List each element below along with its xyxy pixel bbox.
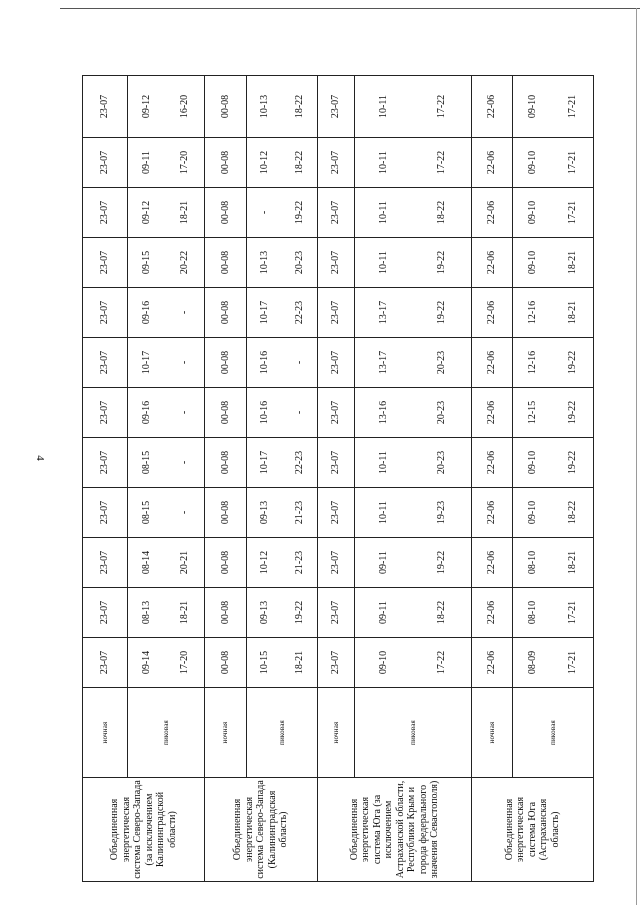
period-label-cell: ночная bbox=[472, 688, 513, 778]
hours-value: 10-17 bbox=[258, 450, 270, 475]
hours-value: 18-21 bbox=[567, 550, 579, 575]
hours-cell bbox=[355, 138, 472, 188]
hours-cell: 23-07 bbox=[83, 288, 128, 338]
hours-value: 13-17 bbox=[378, 350, 390, 375]
hours-value: 09-13 bbox=[258, 600, 270, 625]
right-edge-line bbox=[636, 8, 637, 905]
hours-value: 10-13 bbox=[258, 94, 270, 119]
hours-cell: 00-08 bbox=[205, 288, 247, 338]
hours-cell bbox=[247, 188, 318, 238]
hours-value: 19-22 bbox=[436, 300, 448, 325]
hours-value: 20-21 bbox=[179, 550, 191, 575]
hours-value: 17-21 bbox=[567, 650, 579, 675]
hours-value: 19-22 bbox=[567, 450, 579, 475]
hours-value: 10-11 bbox=[378, 151, 390, 174]
hours-value: 17-21 bbox=[567, 150, 579, 175]
hours-cell bbox=[128, 188, 205, 238]
hours-value: - bbox=[258, 210, 270, 215]
hours-value: 10-16 bbox=[258, 350, 270, 375]
hours-cell: 23-07 bbox=[318, 538, 355, 588]
hours-cell: 00-08 bbox=[205, 538, 247, 588]
hours-cell: 23-07 bbox=[83, 76, 128, 138]
hours-cell: 22-06 bbox=[472, 538, 513, 588]
table-row bbox=[247, 76, 318, 882]
hours-cell: 22-06 bbox=[472, 338, 513, 388]
hours-cell bbox=[355, 588, 472, 638]
hours-cell bbox=[128, 638, 205, 688]
hours-cell bbox=[355, 488, 472, 538]
hours-value: 20-22 bbox=[179, 250, 191, 275]
hours-cell bbox=[355, 288, 472, 338]
system-name-cell: Объединенная энергетическая система Северо-Запада (за исключением Калининградской области) bbox=[83, 778, 205, 882]
table-row bbox=[128, 76, 205, 882]
system-name-cell: Объединенная энергетическая система Северо-Запада (Калининградская область) bbox=[205, 778, 318, 882]
hours-cell: 00-08 bbox=[205, 588, 247, 638]
hours-value: 17-21 bbox=[567, 200, 579, 225]
hours-value: 08-10 bbox=[527, 600, 539, 625]
hours-value: 10-11 bbox=[378, 251, 390, 274]
schedule-sheet bbox=[82, 76, 579, 882]
period-label-cell: пиковая bbox=[355, 688, 472, 778]
hours-cell: 22-06 bbox=[472, 438, 513, 488]
hours-value: 21-23 bbox=[293, 550, 305, 575]
hours-value: 10-13 bbox=[258, 250, 270, 275]
hours-cell: 22-06 bbox=[472, 238, 513, 288]
hours-cell bbox=[355, 638, 472, 688]
hours-cell: 23-07 bbox=[318, 288, 355, 338]
hours-cell: 23-07 bbox=[318, 238, 355, 288]
hours-value: 17-22 bbox=[436, 650, 448, 675]
hours-value: 09-16 bbox=[141, 400, 153, 425]
hours-value: 18-21 bbox=[567, 300, 579, 325]
hours-value: 09-15 bbox=[141, 250, 153, 275]
hours-value: 09-10 bbox=[378, 650, 390, 675]
hours-cell bbox=[128, 138, 205, 188]
hours-cell: 00-08 bbox=[205, 638, 247, 688]
hours-value: - bbox=[179, 310, 191, 315]
hours-cell bbox=[247, 638, 318, 688]
hours-value: 10-16 bbox=[258, 400, 270, 425]
table-row bbox=[513, 76, 594, 882]
hours-cell: 23-07 bbox=[318, 188, 355, 238]
hours-value: 18-21 bbox=[179, 600, 191, 625]
hours-cell: 00-08 bbox=[205, 388, 247, 438]
hours-cell bbox=[513, 238, 594, 288]
hours-cell bbox=[247, 388, 318, 438]
hours-cell bbox=[355, 188, 472, 238]
hours-value: 12-16 bbox=[527, 350, 539, 375]
schedule-body bbox=[83, 76, 594, 882]
hours-value: 18-22 bbox=[436, 600, 448, 625]
hours-value: 19-22 bbox=[293, 600, 305, 625]
hours-value: 20-23 bbox=[436, 400, 448, 425]
hours-value: 08-09 bbox=[527, 650, 539, 675]
hours-cell: 22-06 bbox=[472, 138, 513, 188]
hours-value: 08-15 bbox=[141, 500, 153, 525]
hours-cell: 23-07 bbox=[318, 438, 355, 488]
hours-value: 09-10 bbox=[527, 94, 539, 119]
hours-cell bbox=[247, 438, 318, 488]
hours-value: - bbox=[179, 360, 191, 365]
hours-value: 20-23 bbox=[436, 350, 448, 375]
hours-cell bbox=[513, 76, 594, 138]
hours-value: 22-23 bbox=[293, 450, 305, 475]
hours-value: 21-23 bbox=[293, 500, 305, 525]
hours-cell bbox=[128, 538, 205, 588]
hours-cell: 23-07 bbox=[83, 338, 128, 388]
hours-cell bbox=[355, 388, 472, 438]
hours-cell bbox=[355, 538, 472, 588]
hours-value: 20-23 bbox=[436, 450, 448, 475]
hours-cell bbox=[128, 488, 205, 538]
hours-value: 17-22 bbox=[436, 150, 448, 175]
rotated-table-area bbox=[82, 76, 579, 882]
hours-value: 10-11 bbox=[378, 451, 390, 474]
hours-cell: 23-07 bbox=[318, 488, 355, 538]
hours-cell: 23-07 bbox=[318, 76, 355, 138]
hours-cell bbox=[247, 538, 318, 588]
hours-cell bbox=[355, 238, 472, 288]
hours-cell bbox=[247, 338, 318, 388]
hours-cell bbox=[247, 138, 318, 188]
hours-cell: 00-08 bbox=[205, 438, 247, 488]
hours-cell bbox=[513, 538, 594, 588]
hours-cell: 23-07 bbox=[83, 238, 128, 288]
hours-cell bbox=[128, 238, 205, 288]
system-name-cell: Объединенная энергетическая система Юга (за исключением Астраханской области, Республики Крым и города федерального значения Севастополя) bbox=[318, 778, 472, 882]
hours-value: 13-17 bbox=[378, 300, 390, 325]
hours-value: 18-21 bbox=[567, 250, 579, 275]
hours-value: 09-12 bbox=[141, 94, 153, 119]
top-rule bbox=[60, 8, 640, 9]
hours-cell: 23-07 bbox=[318, 388, 355, 438]
hours-value: 19-23 bbox=[436, 500, 448, 525]
hours-value: 09-11 bbox=[378, 551, 390, 574]
hours-cell bbox=[355, 76, 472, 138]
hours-value: 10-15 bbox=[258, 650, 270, 675]
hours-value: 19-22 bbox=[293, 200, 305, 225]
hours-cell: 23-07 bbox=[318, 638, 355, 688]
hours-value: 09-10 bbox=[527, 500, 539, 525]
hours-value: 22-23 bbox=[293, 300, 305, 325]
hours-cell bbox=[355, 438, 472, 488]
hours-value: 19-22 bbox=[436, 250, 448, 275]
hours-value: 08-10 bbox=[527, 550, 539, 575]
hours-cell: 00-08 bbox=[205, 238, 247, 288]
hours-value: 08-13 bbox=[141, 600, 153, 625]
hours-value: 09-10 bbox=[527, 150, 539, 175]
table-row bbox=[205, 76, 247, 882]
hours-value: - bbox=[179, 460, 191, 465]
hours-value: 17-21 bbox=[567, 94, 579, 119]
hours-value: 18-22 bbox=[293, 94, 305, 119]
hours-value: - bbox=[293, 410, 305, 415]
table-row bbox=[318, 76, 355, 882]
hours-value: - bbox=[179, 410, 191, 415]
hours-value: 10-11 bbox=[378, 201, 390, 224]
hours-cell: 22-06 bbox=[472, 288, 513, 338]
hours-value: 09-14 bbox=[141, 650, 153, 675]
hours-cell: 00-08 bbox=[205, 338, 247, 388]
hours-cell bbox=[128, 588, 205, 638]
hours-value: 08-15 bbox=[141, 450, 153, 475]
hours-cell bbox=[513, 438, 594, 488]
hours-value: 09-11 bbox=[141, 151, 153, 174]
hours-value: 09-16 bbox=[141, 300, 153, 325]
hours-value: 17-20 bbox=[179, 150, 191, 175]
period-label-cell: пиковая bbox=[513, 688, 594, 778]
hours-cell bbox=[513, 588, 594, 638]
hours-cell: 23-07 bbox=[318, 138, 355, 188]
hours-cell: 23-07 bbox=[318, 588, 355, 638]
hours-value: - bbox=[293, 360, 305, 365]
hours-value: 16-20 bbox=[179, 94, 191, 119]
hours-cell: 00-08 bbox=[205, 76, 247, 138]
hours-value: 17-20 bbox=[179, 650, 191, 675]
hours-value: 08-14 bbox=[141, 550, 153, 575]
period-label-cell: ночная bbox=[318, 688, 355, 778]
hours-value: 18-21 bbox=[293, 650, 305, 675]
hours-cell: 22-06 bbox=[472, 188, 513, 238]
period-label-cell: ночная bbox=[205, 688, 247, 778]
hours-value: 19-22 bbox=[567, 350, 579, 375]
hours-value: 10-17 bbox=[141, 350, 153, 375]
hours-cell: 22-06 bbox=[472, 388, 513, 438]
system-name-cell: Объединенная энергетическая система Юга (Астраханская область) bbox=[472, 778, 594, 882]
table-row bbox=[83, 76, 128, 882]
hours-value: 17-21 bbox=[567, 600, 579, 625]
hours-cell bbox=[513, 388, 594, 438]
hours-value: 10-17 bbox=[258, 300, 270, 325]
hours-cell bbox=[128, 438, 205, 488]
hours-cell: 23-07 bbox=[318, 338, 355, 388]
hours-value: 18-22 bbox=[293, 150, 305, 175]
hours-value: 19-22 bbox=[436, 550, 448, 575]
hours-value: 20-23 bbox=[293, 250, 305, 275]
hours-cell bbox=[128, 288, 205, 338]
period-label-cell: пиковая bbox=[128, 688, 205, 778]
hours-cell: 23-07 bbox=[83, 488, 128, 538]
hours-cell: 22-06 bbox=[472, 638, 513, 688]
hours-value: 09-13 bbox=[258, 500, 270, 525]
hours-cell bbox=[247, 76, 318, 138]
hours-value: 10-12 bbox=[258, 150, 270, 175]
hours-cell bbox=[247, 238, 318, 288]
hours-value: 09-10 bbox=[527, 250, 539, 275]
hours-cell: 22-06 bbox=[472, 488, 513, 538]
hours-value: 19-22 bbox=[567, 400, 579, 425]
hours-cell bbox=[247, 588, 318, 638]
hours-cell bbox=[513, 138, 594, 188]
hours-cell bbox=[355, 338, 472, 388]
hours-value: 09-10 bbox=[527, 200, 539, 225]
hours-cell: 23-07 bbox=[83, 138, 128, 188]
hours-value: 18-22 bbox=[567, 500, 579, 525]
hours-value: 10-12 bbox=[258, 550, 270, 575]
hours-cell: 23-07 bbox=[83, 638, 128, 688]
hours-cell: 00-08 bbox=[205, 488, 247, 538]
hours-cell bbox=[247, 288, 318, 338]
hours-cell bbox=[247, 488, 318, 538]
hours-cell: 22-06 bbox=[472, 588, 513, 638]
hours-value: 09-12 bbox=[141, 200, 153, 225]
hours-value: 10-11 bbox=[378, 501, 390, 524]
hours-value: 09-11 bbox=[378, 601, 390, 624]
hours-value: 10-11 bbox=[378, 95, 390, 118]
hours-cell bbox=[513, 638, 594, 688]
hours-value: 18-21 bbox=[179, 200, 191, 225]
hours-cell: 23-07 bbox=[83, 388, 128, 438]
hours-cell: 23-07 bbox=[83, 438, 128, 488]
hours-cell bbox=[513, 488, 594, 538]
period-label-cell: ночная bbox=[83, 688, 128, 778]
hours-value: 12-15 bbox=[527, 400, 539, 425]
hours-value: 12-16 bbox=[527, 300, 539, 325]
table-row bbox=[355, 76, 472, 882]
hours-cell: 23-07 bbox=[83, 188, 128, 238]
hours-value: 18-22 bbox=[436, 200, 448, 225]
hours-cell bbox=[128, 76, 205, 138]
hours-value: 13-16 bbox=[378, 400, 390, 425]
hours-value: - bbox=[179, 510, 191, 515]
hours-cell: 00-08 bbox=[205, 188, 247, 238]
page-number: 4 bbox=[33, 455, 46, 461]
hours-cell bbox=[128, 388, 205, 438]
period-label-cell: пиковая bbox=[247, 688, 318, 778]
hours-cell: 23-07 bbox=[83, 538, 128, 588]
hours-cell bbox=[128, 338, 205, 388]
schedule-table bbox=[82, 75, 594, 882]
hours-value: 17-22 bbox=[436, 94, 448, 119]
hours-cell: 23-07 bbox=[83, 588, 128, 638]
hours-cell bbox=[513, 288, 594, 338]
hours-cell: 22-06 bbox=[472, 76, 513, 138]
hours-cell bbox=[513, 338, 594, 388]
hours-cell bbox=[513, 188, 594, 238]
table-row bbox=[472, 76, 513, 882]
hours-value: 09-10 bbox=[527, 450, 539, 475]
hours-cell: 00-08 bbox=[205, 138, 247, 188]
